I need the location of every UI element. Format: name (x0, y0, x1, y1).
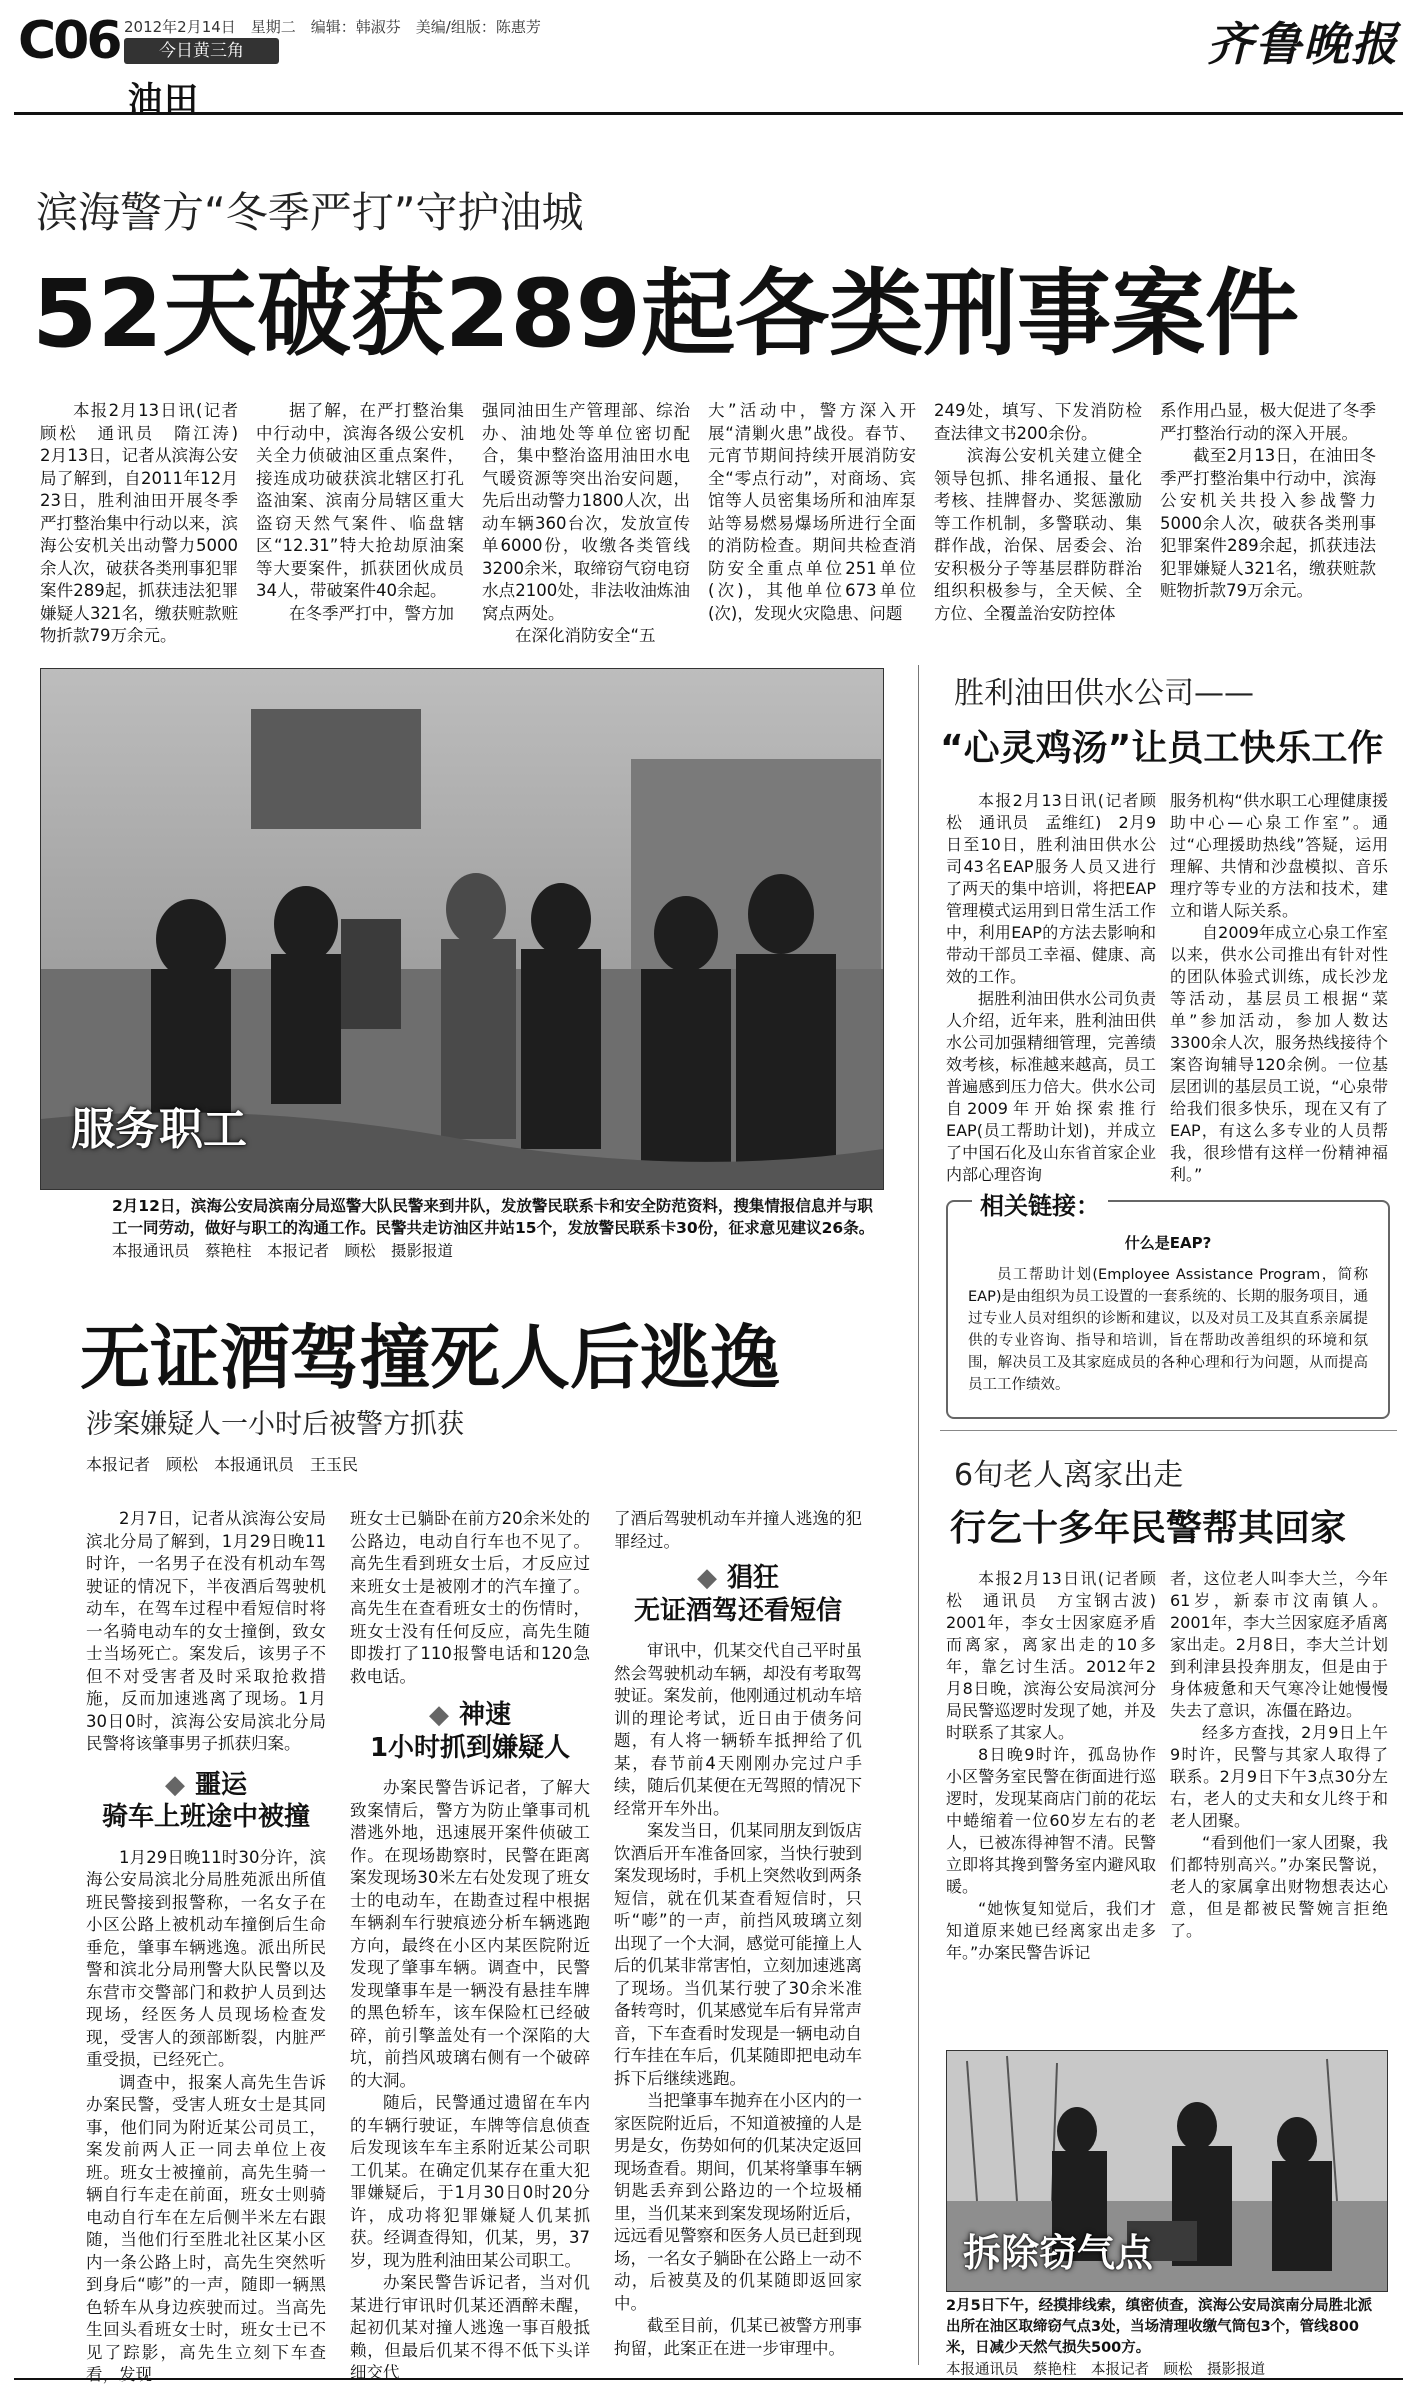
diamond-icon: ◆ (696, 1563, 717, 1593)
column-divider (918, 665, 919, 2365)
sec3-title: 无证酒驾还看短信 (633, 1595, 842, 1626)
sec2-title: 1小时抓到嫌疑人 (369, 1732, 571, 1763)
related-link-box (946, 1192, 1390, 1419)
water-para: 自2009年成立心泉工作室以来，供水公司推出有针对性的团队体验式训练，成长沙龙等活动，基层员工根据“菜单”参加活动，参加人数达3300余人次，服务热线接待个案咨询辅导120余例。一位基层团训的基层员工说，“心泉带给我们很多快乐，现在又有了EAP，有这么多专业的人员帮我，很珍惜有这样一份精神福利。” (1170, 923, 1388, 1184)
lead-headline: 52天破获289起各类刑事案件 (32, 260, 1300, 369)
photo-gas-removal (946, 2050, 1388, 2292)
sec2-tag-text: 神速 (458, 1700, 511, 1730)
photo2-label: 拆除窃气点 (963, 2231, 1154, 2275)
elder-col-2 (1170, 1568, 1388, 2038)
issue-meta: 2012年2月14日 星期二 编辑：韩淑芬 美编/组版：陈惠芳 (124, 18, 541, 36)
lead-para: 在冬季严打中，警方加 (289, 603, 454, 623)
elder-col-1 (946, 1568, 1173, 2038)
column-tag: 今日黄三角 (124, 38, 279, 64)
drunk-para: 了酒后驾驶机动车并撞人逃逸的犯罪经过。 (614, 1509, 862, 1551)
drunk-col-3 (614, 1508, 862, 2358)
lead-para: 据了解，在严打整治集中行动中，滨海各级公安机关全力侦破油区重点案件，接连成功破获滨北辖区打孔盗油案、滨南分局辖区重大盗窃天然气案件、临盘辖区“12.31”特大抢劫原油案等大要案件，抓获团伙成员34人，带破案件40余起。 (256, 401, 464, 600)
footer-rule (14, 2378, 1403, 2380)
lead-para: 本报2月13日讯(记者顾松 通讯员 隋江涛) 2月13日，记者从滨海公安局了解到，自2011年12月23日，胜利油田开展冬季严打整治集中行动以来，滨海公安机关出动警力5000余人次，破获各类刑事犯罪案件289起，抓获违法犯罪嫌疑人321名，缴获赃款赃物折款79万余元。 (40, 401, 255, 645)
drunk-para: 截至目前，仉某已被警方刑事拘留，此案正在进一步审理中。 (614, 2316, 862, 2358)
lead-col-6 (1160, 400, 1376, 650)
eap-definition: 员工帮助计划(Employee Assistance Program，简称EAP)是由组织为员工设置的一套系统的、长期的服务项目，通过专业人员对组织的诊断和建议，以及对员工及其直系亲属提供的专业咨询、指导和培训，旨在帮助改善组织的环境和氛围，解决员工及其家庭成员的各种心理和行为问题，从而提高员工工作绩效。 (968, 1267, 1368, 1393)
photo-service-workers (40, 668, 884, 1190)
photo1-credit: 本报通讯员 蔡艳柱 本报记者 顾松 摄影报道 (112, 1242, 454, 1260)
lead-para: 在深化消防安全“五 (515, 626, 656, 645)
sec1-tag (86, 1769, 326, 1800)
water-para: 服务机构“供水职工心理健康援助中心—心泉工作室”。通过“心理援助热线”答疑，运用理解、共情和沙盘模拟、音乐理疗等专业的方法和技术，建立和谐人际关系。 (1170, 791, 1388, 920)
drunk-headline: 无证酒驾撞死人后逃逸 (80, 1317, 780, 1399)
lead-col-4 (708, 400, 916, 650)
elder-para: 本报2月13日讯(记者顾松 通讯员 方宝钢古波) 2001年，李女士因家庭矛盾而离家，离家出走的10多年，靠乞讨生活。2012年2月8日晚，滨海公安局滨河分局民警巡逻时发现了她，并及时联系了其家人。 (946, 1569, 1173, 1742)
lead-col-2 (256, 400, 464, 650)
drunk-para: 2月7日，记者从滨海公安局滨北分局了解到，1月29日晚11时许，一名男子在没有机动车驾驶证的情况下，半夜酒后驾驶机动车，在驾车过程中看短信时将一名骑电动车的女士撞倒，致女士当场死亡。案发后，该男子不但不对受害者及时采取抢救措施，反而加速逃离了现场。1月30日0时，滨海公安局滨北分局民警将该肇事男子抓获归案。 (86, 1509, 326, 1753)
drunk-para: 随后，民警通过遗留在车内的车辆行驶证，车牌等信息侦查后发现该车车主系附近某公司职工仉某。在确定仉某存在重大犯罪嫌疑后，于1月30日0时20分许，成功将犯罪嫌疑人仉某抓获。经调查得知，仉某，男，37岁，现为胜利油田某公司职工。 (350, 2093, 590, 2270)
drunk-byline: 本报记者 顾松 本报通讯员 王玉民 (86, 1455, 359, 1474)
drunk-para: 1月29日晚11时30分许，滨海公安局滨北分局胜苑派出所值班民警接到报警称，一名女子在小区公路上被机动车撞倒后生命垂危，肇事车辆逃逸。派出所民警和滨北分局刑警大队民警以及东营市交警部门和救护人员到达现场，经医务人员现场检查发现，受害人的颈部断裂，内脏严重受损，已经死亡。 (86, 1847, 326, 2069)
lead-para: 系作用凸显，极大促进了冬季严打整治行动的深入开展。 (1160, 401, 1376, 443)
drunk-col-1 (86, 1508, 326, 2384)
header-rule (14, 112, 1403, 115)
sec2-tag (350, 1700, 590, 1730)
lead-col-5 (934, 400, 1142, 650)
elder-kicker: 6旬老人离家出走 (954, 1458, 1184, 1493)
water-para: 据胜利油田供水公司负责人介绍，近年来，胜利油田供水公司加强精细管理，完善绩效考核，标准越来越高，员工普遍感到压力倍大。供水公司自2009年开始探索推行EAP(员工帮助计划)，并成立了中国石化及山东省首家企业内部心理咨询 (946, 989, 1156, 1184)
lead-col-3 (482, 400, 690, 650)
sec3-tag-text: 猖狂 (726, 1563, 779, 1593)
drunk-para: 调查中，报案人高先生告诉办案民警，受害人班女士是其同事，他们同为附近某公司员工，案发前两人正一同去单位上夜班。班女士被撞前，高先生骑一辆自行车走在前面，班女士则骑电动自行车在左后侧半米左右跟随，当他们行至胜北社区某小区内一条公路上时，高先生突然听到身后“嘭”的一声，随即一辆黑色轿车从身边疾驶而过。当高先生回头看班女士时，班女士已不见了踪影，高先生立刻下车查看，发现 (86, 2072, 326, 2384)
diamond-icon: ◆ (164, 1769, 185, 1800)
elder-headline: 行乞十多年民警帮其回家 (950, 1508, 1347, 1549)
sec1-tag-text: 噩运 (194, 1769, 247, 1800)
lead-col-1 (40, 400, 255, 650)
elder-para: 经多方查找，2月9日上午9时许，民警与其家人取得了联系。2月9日下午3点30分左右，老人的丈夫和女儿终于和老人团聚。 (1170, 1723, 1388, 1830)
drunk-para: 办案民警告诉记者，当对仉某进行审讯时仉某还酒醉未醒，起初仉某对撞人逃逸一事百般抵赖，但最后仉某不得不低下头详细交代 (350, 2273, 590, 2382)
newspaper-logo: 齐鲁晚报 (1207, 17, 1399, 71)
water-kicker: 胜利油田供水公司—— (954, 676, 1254, 711)
water-col-1 (946, 790, 1156, 1190)
lead-para: 强同油田生产管理部、综治办、油地处等单位密切配合，集中整治盗用油田水电气暖资源等突出治安问题，先后出动警力1800人次，出动车辆360台次，发放宣传单6000份，收缴各类管线3200余米，取缔窃气窃电窃水点2100处，非法收油炼油窝点两处。 (482, 401, 690, 623)
eap-question: 什么是EAP? (1124, 1234, 1212, 1252)
related-link-title: 相关链接： (972, 1186, 1108, 1221)
lead-para: 249处，填写、下发消防检查法律文书200余份。 (934, 401, 1142, 443)
lead-para: 滨海公安机关建立健全领导包抓、排名通报、量化考核、挂牌督办、奖惩激励等工作机制，多警联动、集群作战，治保、居委会、治安积极分子等基层群防群治组织积极参与，全天候、全方位、全覆盖治安防控体 (934, 446, 1142, 623)
sec1-title: 骑车上班途中被撞 (101, 1802, 310, 1832)
drunk-para: 办案民警告诉记者，了解大致案情后，警方为防止肇事司机潜逃外地，迅速展开案件侦破工作。在现场勘察时，民警在距离案发现场30米左右处发现了班女士的电动车，在勘查过程中根据车辆刹车行驶痕迹分析车辆逃跑方向，最终在小区内某医院附近发现了肇事车辆。调查中，民警发现肇事车是一辆没有悬挂车牌的黑色轿车，该车保险杠已经破碎，前引擎盖处有一个深陷的大坑，前挡风玻璃右侧有一个破碎的大洞。 (350, 1778, 590, 2090)
photo1-caption: 2月12日，滨海公安局滨南分局巡警大队民警来到井队，发放警民联系卡和安全防范资料，搜集情报信息并与职工一同劳动，做好与职工的沟通工作。民警共走访油区井站15个，发放警民联系卡30份，征求意见建议26条。 (112, 1197, 875, 1237)
drunk-deck: 涉案嫌疑人一小时后被警方抓获 (86, 1409, 464, 1440)
drunk-para: 班女士已躺卧在前方20余米处的公路边，电动自行车也不见了。高先生看到班女士后，才反应过来班女士是被刚才的汽车撞了。高先生在查看班女士的伤情时，班女士没有任何反应，高先生随即拨打了110报警电话和120急救电话。 (350, 1509, 590, 1686)
water-para: 本报2月13日讯(记者顾松 通讯员 孟维红) 2月9日至10日，胜利油田供水公司43名EAP服务人员又进行了两天的集中培训，将把EAP管理模式运用到日常生活工作中，利用EAP的方法去影响和带动干部员工幸福、健康、高效的工作。 (946, 791, 1156, 986)
drunk-para: 当把肇事车抛弃在小区内的一家医院附近后，不知道被撞的人是男是女，伤势如何的仉某决定返回现场查看。期间，仉某将肇事车辆钥匙丢弃到公路边的一个垃圾桶里，当仉某来到案发现场附近后，远远看见警察和医务人员已赶到现场，一名女子躺卧在公路上一动不动，后被莫及的仉某随即返回家中。 (614, 2091, 862, 2313)
photo2-caption: 2月5日下午，经摸排线索，缜密侦查，滨海公安局滨南分局胜北派出所在油区取缔窃气点3处，当场清理收缴气筒包3个，管线800米，日减少天然气损失500方。 (946, 2298, 1373, 2356)
elder-para: “看到他们一家人团聚，我们都特别高兴。”办案民警说，老人的家属拿出财物想表达心意，但是都被民警婉言拒绝了。 (1170, 1833, 1388, 1940)
elder-para: 者，这位老人叫李大兰，今年61岁，新泰市汶南镇人。2001年，李大兰因家庭矛盾离家出走。2月8日，李大兰计划到利津县投奔朋友，但是由于身体疲惫和天气寒冷让她慢慢失去了意识，冻僵在路边。 (1170, 1569, 1388, 1720)
lead-para: 大”活动中，警方深入开展“清剿火患”战役。春节、元宵节期间持续开展消防安全“零点行动”，对商场、宾馆等人员密集场所和油库泵站等易燃易爆场所进行全面的消防检查。期间共检查消防安全重点单位251单位(次)，其他单位673单位(次)，发现火灾隐患、问题 (708, 401, 916, 623)
water-headline: “心灵鸡汤”让员工快乐工作 (940, 728, 1384, 769)
lead-kicker: 滨海警方“冬季严打”守护油城 (36, 188, 584, 237)
drunk-para: 审讯中，仉某交代自己平时虽然会驾驶机动车辆，却没有考取驾驶证。案发前，他刚通过机动车培训的理论考试，近日由于债务问题，有人将一辆轿车抵押给了仉某，春节前4天刚刚办完过户手续，随后仉某便在无驾照的情况下经常开车外出。 (614, 1641, 862, 1818)
lead-para: 截至2月13日，在油田冬季严打整治集中行动中，滨海公安机关共投入参战警力5000余人次，破获各类刑事犯罪案件289余起，抓获违法犯罪嫌疑人321名，缴获赃款赃物折款79万余元。 (1160, 446, 1376, 600)
elder-rule (940, 1430, 1397, 1431)
photo2-credit: 本报通讯员 蔡艳柱 本报记者 顾松 摄影报道 (946, 2362, 1265, 2378)
elder-para: “她恢复知觉后，我们才知道原来她已经离家出走多年。”办案民警告诉记 (946, 1899, 1156, 1962)
page-number: C06 (18, 11, 120, 71)
sec3-tag (614, 1563, 862, 1593)
section-title: 油田 (128, 80, 200, 120)
diamond-icon: ◆ (428, 1700, 449, 1730)
elder-para: 8日晚9时许，孤岛协作小区警务室民警在街面进行巡逻时，发现某商店门前的花坛中蜷缩着一位60岁左右的老人，已被冻得神智不清。民警立即将其搀到警务室内避风取暖。 (946, 1745, 1156, 1896)
drunk-para: 案发当日，仉某同朋友到饭店饮酒后开车准备回家，当快行驶到案发现场时，手机上突然收到两条短信，就在仉某查看短信时，只听“嘭”的一声，前挡风玻璃立刻出现了一个大洞，感觉可能撞上人后的仉某非常害怕，立刻加速逃离了现场。当仉某行驶了30余米准备转弯时，仉某感觉车后有异常声音，下车查看时发现是一辆电动自行车挂在车后，仉某随即把电动车拆下后继续逃跑。 (614, 1821, 862, 2088)
water-col-2 (1170, 790, 1388, 1190)
drunk-col-2 (350, 1508, 590, 2382)
photo1-label: 服务职工 (71, 1104, 247, 1155)
